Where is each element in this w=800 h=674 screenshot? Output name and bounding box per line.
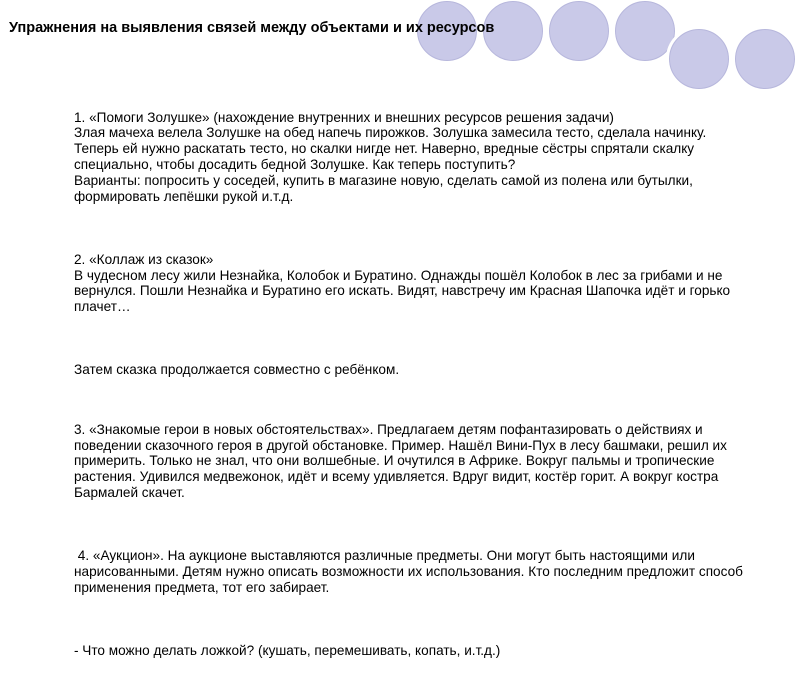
slide-title: Упражнения на выявления связей между объектами и их ресурсов xyxy=(9,20,495,36)
exercise-3-paragraph: 3. «Знакомые герои в новых обстоятельствах». Предлагаем детям пофантазировать о действиях и поведении сказочного героя в другой обстановке. Пример. Нашёл Вини-Пух в лесу башмаки, решил их примерить. Только не знал, что они волшебные. И очутился в Африке. Вокруг пальмы и тропические растения. Удивился медвежонок, идёт и всему удивляется. Вдруг видит, костёр горит. А вокруг костра Бармалей скачет. xyxy=(74,421,731,500)
decorative-circles xyxy=(0,0,800,90)
continuation-paragraph: Затем сказка продолжается совместно с ребёнком. xyxy=(74,362,400,378)
decorative-circle xyxy=(546,0,612,64)
exercise-1-paragraph: 1. «Помоги Золушке» (нахождение внутренних и внешних ресурсов решения задачи) Злая мачеха велела Золушке на обед напечь пирожков. Золушка замесила тесто, сделала начинку. Теперь ей нужно раскатать тесто, но скалки нигде нет. Наверно, вредные сёстры спрятали скалку специально, чтобы досадить бедной Золушке. Как теперь поступить? Варианты: попросить у соседей, купить в магазине новую, сделать самой из полена или бутылки, формировать лепёшки рукой и.т.д. xyxy=(74,109,707,204)
exercise-2-paragraph: 2. «Коллаж из сказок» В чудесном лесу жили Незнайка, Колобок и Буратино. Однажды пошёл Колобок в лес за грибами и не вернулся. Пошли Незнайка и Буратино его искать. Видят, навстречу им Красная Шапочка идёт и горько плачет… xyxy=(74,251,731,315)
exercise-4-paragraph: 4. «Аукцион». На аукционе выставляются различные предметы. Они могут быть настоящими или нарисованными. Детям нужно описать возможности их использования. Кто последним предложит способ применения предмета, тот его забирает. xyxy=(74,548,747,595)
question-paragraph: - Что можно делать ложкой? (кушать, перемешивать, копать, и.т.д.) xyxy=(74,642,501,658)
slide-content xyxy=(74,78,754,674)
